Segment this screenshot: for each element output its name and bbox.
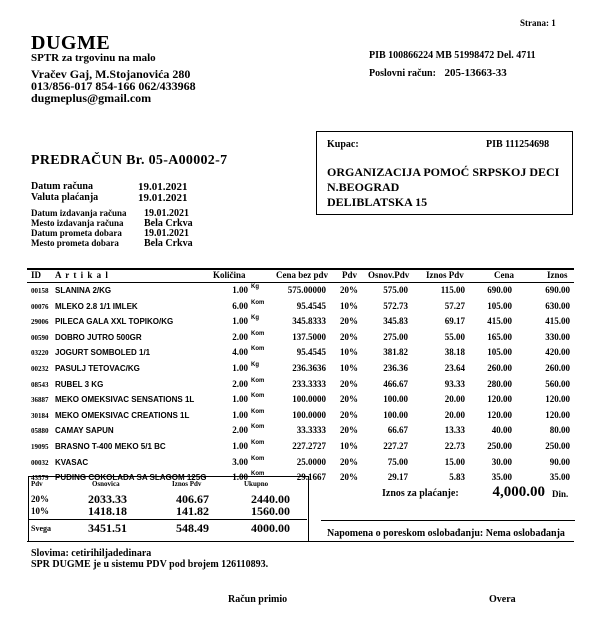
item-vat-amount: 20.00 — [444, 409, 465, 420]
tax-rate-20: 20% — [31, 494, 49, 504]
due-date-label: Valuta plaćanja — [31, 192, 99, 203]
issue-date: 19.01.2021 — [144, 208, 189, 219]
item-price: 30.00 — [491, 456, 512, 467]
summary-bottom-rule — [27, 541, 574, 542]
item-price: 690.00 — [487, 285, 512, 295]
item-vat-rate: 10% — [340, 363, 358, 373]
item-unit: Kom — [251, 455, 265, 462]
item-quantity: 1.00 — [232, 363, 248, 373]
item-price: 280.00 — [487, 378, 512, 389]
item-name: MEKO OMEKSIVAC CREATIONS 1L — [55, 410, 190, 420]
item-price: 105.00 — [487, 347, 512, 358]
received-by-label: Račun primio — [228, 594, 288, 605]
item-unit: Kom — [251, 299, 265, 306]
item-quantity: 1.00 — [232, 394, 248, 405]
table-row — [0, 379, 591, 395]
item-quantity: 1.00 — [232, 316, 248, 327]
tax-total-osnovica: 3451.51 — [88, 521, 127, 535]
item-quantity: 1.00 — [232, 441, 248, 451]
invoice-date-label: Datum računa — [31, 181, 93, 192]
item-id: 36887 — [31, 396, 49, 405]
item-quantity: 4.00 — [232, 347, 248, 358]
item-total: 420.00 — [545, 347, 570, 358]
item-price-net: 236.3636 — [292, 363, 326, 373]
tax-rate-10: 10% — [31, 506, 49, 516]
item-unit: Kom — [251, 440, 265, 446]
stamp-label: Overa — [489, 594, 516, 605]
tax-header-pdv: Pdv — [31, 480, 43, 488]
item-quantity: 1.00 — [232, 285, 248, 295]
item-vat-base: 236.36 — [383, 363, 408, 373]
item-total: 260.00 — [545, 363, 570, 373]
tax-exemption-note: Napomena o poreskom oslobađanju: Nema oslobađanja — [327, 528, 565, 539]
item-price-net: 233.3333 — [292, 378, 326, 389]
item-vat-amount: 93.33 — [444, 378, 465, 389]
item-unit: Kom — [251, 471, 265, 478]
item-price: 35.00 — [491, 472, 512, 483]
amount-due-currency: Din. — [552, 489, 569, 499]
issue-place: Bela Crkva — [144, 218, 193, 229]
item-name: MLEKO 2.8 1/1 IMLEK — [55, 301, 138, 311]
col-header-id: ID — [31, 270, 42, 280]
item-vat-rate: 10% — [340, 441, 358, 451]
item-id: 43579 — [31, 474, 49, 483]
item-unit: Kg — [251, 362, 259, 368]
item-total: 560.00 — [545, 378, 570, 389]
item-unit: Kg — [251, 284, 259, 290]
customer-pib: PIB 111254698 — [486, 139, 550, 150]
customer-name: ORGANIZACIJA POMOĆ SRPSKOJ DECI — [327, 165, 560, 179]
item-vat-amount: 13.33 — [444, 425, 465, 436]
amount-due-value: 4,000.00 — [492, 484, 545, 500]
item-vat-rate: 20% — [340, 378, 358, 389]
item-vat-base: 381.82 — [383, 347, 408, 358]
item-vat-rate: 20% — [340, 425, 358, 436]
item-price-net: 25.0000 — [296, 456, 326, 467]
item-vat-base: 227.27 — [383, 441, 408, 451]
item-id: 05880 — [31, 427, 49, 436]
item-unit: Kom — [251, 377, 265, 384]
tax-osnovica-10: 1418.18 — [88, 504, 127, 518]
table-row — [0, 285, 591, 301]
item-price: 120.00 — [487, 409, 512, 420]
item-unit: Kom — [251, 408, 265, 415]
item-id: 00032 — [31, 458, 49, 467]
item-total: 120.00 — [545, 409, 570, 420]
item-vat-amount: 23.64 — [444, 363, 465, 373]
delivery-date-label: Datum prometa dobara — [31, 228, 122, 238]
tax-total-ukupno: 4000.00 — [251, 521, 290, 535]
item-vat-rate: 10% — [340, 347, 358, 358]
company-address: Vračev Gaj, M.Stojanovića 280 — [31, 67, 191, 81]
customer-street: DELIBLATSKA 15 — [327, 195, 428, 209]
item-unit: Kom — [251, 393, 265, 400]
item-vat-amount: 69.17 — [444, 316, 465, 327]
tax-iznos-10: 141.82 — [176, 504, 209, 518]
table-row — [0, 332, 591, 348]
issue-date-label: Datum izdavanja računa — [31, 208, 127, 218]
item-total: 415.00 — [545, 316, 570, 327]
item-price-net: 29.1667 — [296, 472, 326, 483]
item-id: 08543 — [31, 380, 49, 389]
col-header-osnov-pdv: Osnov.Pdv — [368, 270, 410, 280]
tax-total-label: Svega — [31, 524, 51, 533]
bank-account — [369, 67, 507, 79]
col-header-kolicina: Količina — [213, 270, 246, 280]
item-vat-rate: 20% — [340, 456, 358, 467]
item-id: 00076 — [31, 302, 49, 311]
customer-label: Kupac: — [327, 139, 359, 150]
item-vat-amount: 5.83 — [449, 472, 465, 483]
col-header-pdv: Pdv — [342, 270, 358, 280]
items-table-header-rule — [27, 282, 574, 283]
item-price: 250.00 — [487, 441, 512, 451]
col-header-cena-bez-pdv: Cena bez pdv — [276, 270, 329, 280]
item-vat-base: 66.67 — [387, 425, 408, 436]
amount-due-label: Iznos za plaćanje: — [382, 488, 459, 499]
item-total: 120.00 — [545, 394, 570, 405]
item-quantity: 2.00 — [232, 331, 248, 342]
item-unit: Kg — [251, 315, 259, 322]
tax-header-ukupno: Ukupno — [244, 480, 269, 488]
col-header-cena: Cena — [494, 270, 514, 280]
table-row — [0, 316, 591, 332]
col-header-iznos: Iznos — [547, 270, 568, 280]
item-price: 105.00 — [487, 300, 512, 311]
table-row — [0, 425, 591, 441]
item-vat-amount: 55.00 — [444, 331, 465, 342]
item-price: 165.00 — [487, 331, 512, 342]
item-id: 19095 — [31, 443, 49, 451]
tax-iznos-20: 406.67 — [176, 492, 209, 506]
page-number: Strana: 1 — [520, 18, 556, 28]
item-id: 00590 — [31, 333, 49, 342]
item-name: KVASAC — [55, 457, 89, 467]
item-vat-rate: 20% — [340, 316, 358, 327]
item-vat-rate: 20% — [340, 472, 358, 483]
item-price-net: 95.4545 — [296, 347, 326, 358]
item-price-net: 575.00000 — [287, 285, 326, 295]
item-name: PUDING COKOLADA SA SLAGOM 125G — [55, 473, 207, 483]
issue-place-label: Mesto izdavanja računa — [31, 218, 124, 228]
table-row — [0, 410, 591, 426]
delivery-place-label: Mesto prometa dobara — [31, 238, 119, 248]
item-price: 40.00 — [491, 425, 512, 436]
tax-header-iznos-pdv: Iznos Pdv — [172, 480, 202, 488]
company-name: DUGME — [31, 32, 111, 54]
tax-ukupno-20: 2440.00 — [251, 492, 290, 506]
item-vat-amount: 115.00 — [440, 285, 465, 295]
item-unit: Kom — [251, 346, 265, 353]
item-quantity: 6.00 — [232, 300, 248, 311]
item-name: CAMAY SAPUN — [55, 426, 114, 436]
item-vat-amount: 38.18 — [444, 347, 465, 358]
tax-header-osnovica: Osnovica — [92, 480, 120, 488]
item-total: 35.00 — [549, 472, 570, 483]
item-price-net: 100.0000 — [292, 394, 326, 405]
item-price-net: 95.4545 — [296, 300, 326, 311]
customer-city: N.BEOGRAD — [327, 180, 400, 194]
tax-exemption-rule — [321, 520, 575, 521]
company-phones: 013/856-017 854-166 062/433968 — [31, 79, 196, 93]
tax-ukupno-10: 1560.00 — [251, 504, 290, 518]
table-row — [0, 394, 591, 410]
bank-account-value: 205-13663-33 — [444, 67, 507, 79]
item-vat-rate: 20% — [340, 409, 358, 420]
item-vat-amount: 20.00 — [444, 394, 465, 405]
item-vat-rate: 20% — [340, 285, 358, 295]
item-name: BRASNO T-400 MEKO 5/1 BC — [55, 442, 166, 451]
item-quantity: 1.00 — [232, 409, 248, 420]
vat-registration-note: SPR DUGME je u sistemu PDV pod brojem 126110893. — [31, 559, 269, 570]
item-quantity: 1.00 — [232, 472, 248, 483]
item-price: 120.00 — [487, 394, 512, 405]
item-vat-base: 100.00 — [383, 409, 408, 420]
delivery-place: Bela Crkva — [144, 238, 193, 249]
item-price-net: 227.2727 — [292, 441, 326, 451]
table-row — [0, 441, 591, 457]
tax-total-iznos: 548.49 — [176, 521, 209, 535]
item-vat-base: 29.17 — [387, 472, 408, 483]
item-name: PILECA GALA XXL TOPIKO/KG — [55, 317, 174, 327]
bank-account-label: Poslovni račun: — [369, 68, 436, 79]
item-unit: Kom — [251, 424, 265, 431]
item-name: DOBRO JUTRO 500GR — [55, 332, 142, 342]
item-vat-base: 275.00 — [383, 331, 408, 342]
item-total: 690.00 — [545, 285, 570, 295]
item-id: 00232 — [31, 365, 49, 373]
table-row — [0, 301, 591, 317]
item-vat-base: 100.00 — [383, 394, 408, 405]
item-unit: Kom — [251, 330, 265, 337]
item-name: PASULJ TETOVAC/KG — [55, 364, 140, 373]
company-tax-ids: PIB 100866224 MB 51998472 Del. 4711 — [369, 50, 536, 61]
item-vat-rate: 20% — [340, 331, 358, 342]
item-vat-base: 572.73 — [383, 300, 408, 311]
item-total: 330.00 — [545, 331, 570, 342]
item-vat-base: 466.67 — [383, 378, 408, 389]
company-subtitle: SPTR za trgovinu na malo — [31, 52, 156, 64]
item-price: 260.00 — [487, 363, 512, 373]
item-id: 03220 — [31, 349, 49, 358]
invoice-date: 19.01.2021 — [138, 181, 188, 193]
company-email: dugmeplus@gmail.com — [31, 91, 152, 105]
item-id: 29006 — [31, 318, 49, 327]
item-vat-rate: 20% — [340, 394, 358, 405]
item-name: SLANINA 2/KG — [55, 286, 112, 295]
item-price-net: 345.8333 — [292, 316, 326, 327]
item-name: JOGURT SOMBOLED 1/1 — [55, 348, 151, 358]
item-id: 30184 — [31, 411, 49, 420]
item-vat-amount: 57.27 — [444, 300, 465, 311]
col-header-iznos-pdv: Iznos Pdv — [426, 270, 464, 280]
table-row — [0, 457, 591, 473]
item-quantity: 3.00 — [232, 456, 248, 467]
tax-osnovica-20: 2033.33 — [88, 492, 127, 506]
item-total: 90.00 — [549, 456, 570, 467]
table-row — [0, 363, 591, 379]
item-vat-amount: 15.00 — [444, 456, 465, 467]
item-quantity: 2.00 — [232, 425, 248, 436]
col-header-artikal: A r t i k a l — [55, 270, 109, 280]
due-date: 19.01.2021 — [138, 192, 188, 204]
tax-total-rule — [28, 519, 307, 520]
item-total: 250.00 — [545, 441, 570, 451]
item-vat-base: 345.83 — [383, 316, 408, 327]
delivery-date: 19.01.2021 — [144, 228, 189, 239]
item-price-net: 137.5000 — [292, 331, 326, 342]
item-quantity: 2.00 — [232, 378, 248, 389]
item-name: MEKO OMEKSIVAC SENSATIONS 1L — [55, 395, 195, 405]
item-price-net: 100.0000 — [292, 409, 326, 420]
item-id: 00158 — [31, 287, 49, 295]
item-total: 80.00 — [549, 425, 570, 436]
item-vat-rate: 10% — [340, 300, 358, 311]
item-price: 415.00 — [487, 316, 512, 327]
item-name: RUBEL 3 KG — [55, 379, 104, 389]
item-vat-amount: 22.73 — [444, 441, 465, 451]
item-vat-base: 575.00 — [383, 285, 408, 295]
item-vat-base: 75.00 — [387, 456, 408, 467]
document-title: PREDRAČUN Br. 05-A00002-7 — [31, 153, 228, 168]
item-total: 630.00 — [545, 300, 570, 311]
amount-in-words: Slovima: cetirihiljadedinara — [31, 548, 152, 559]
table-row — [0, 347, 591, 363]
item-price-net: 33.3333 — [296, 425, 326, 436]
